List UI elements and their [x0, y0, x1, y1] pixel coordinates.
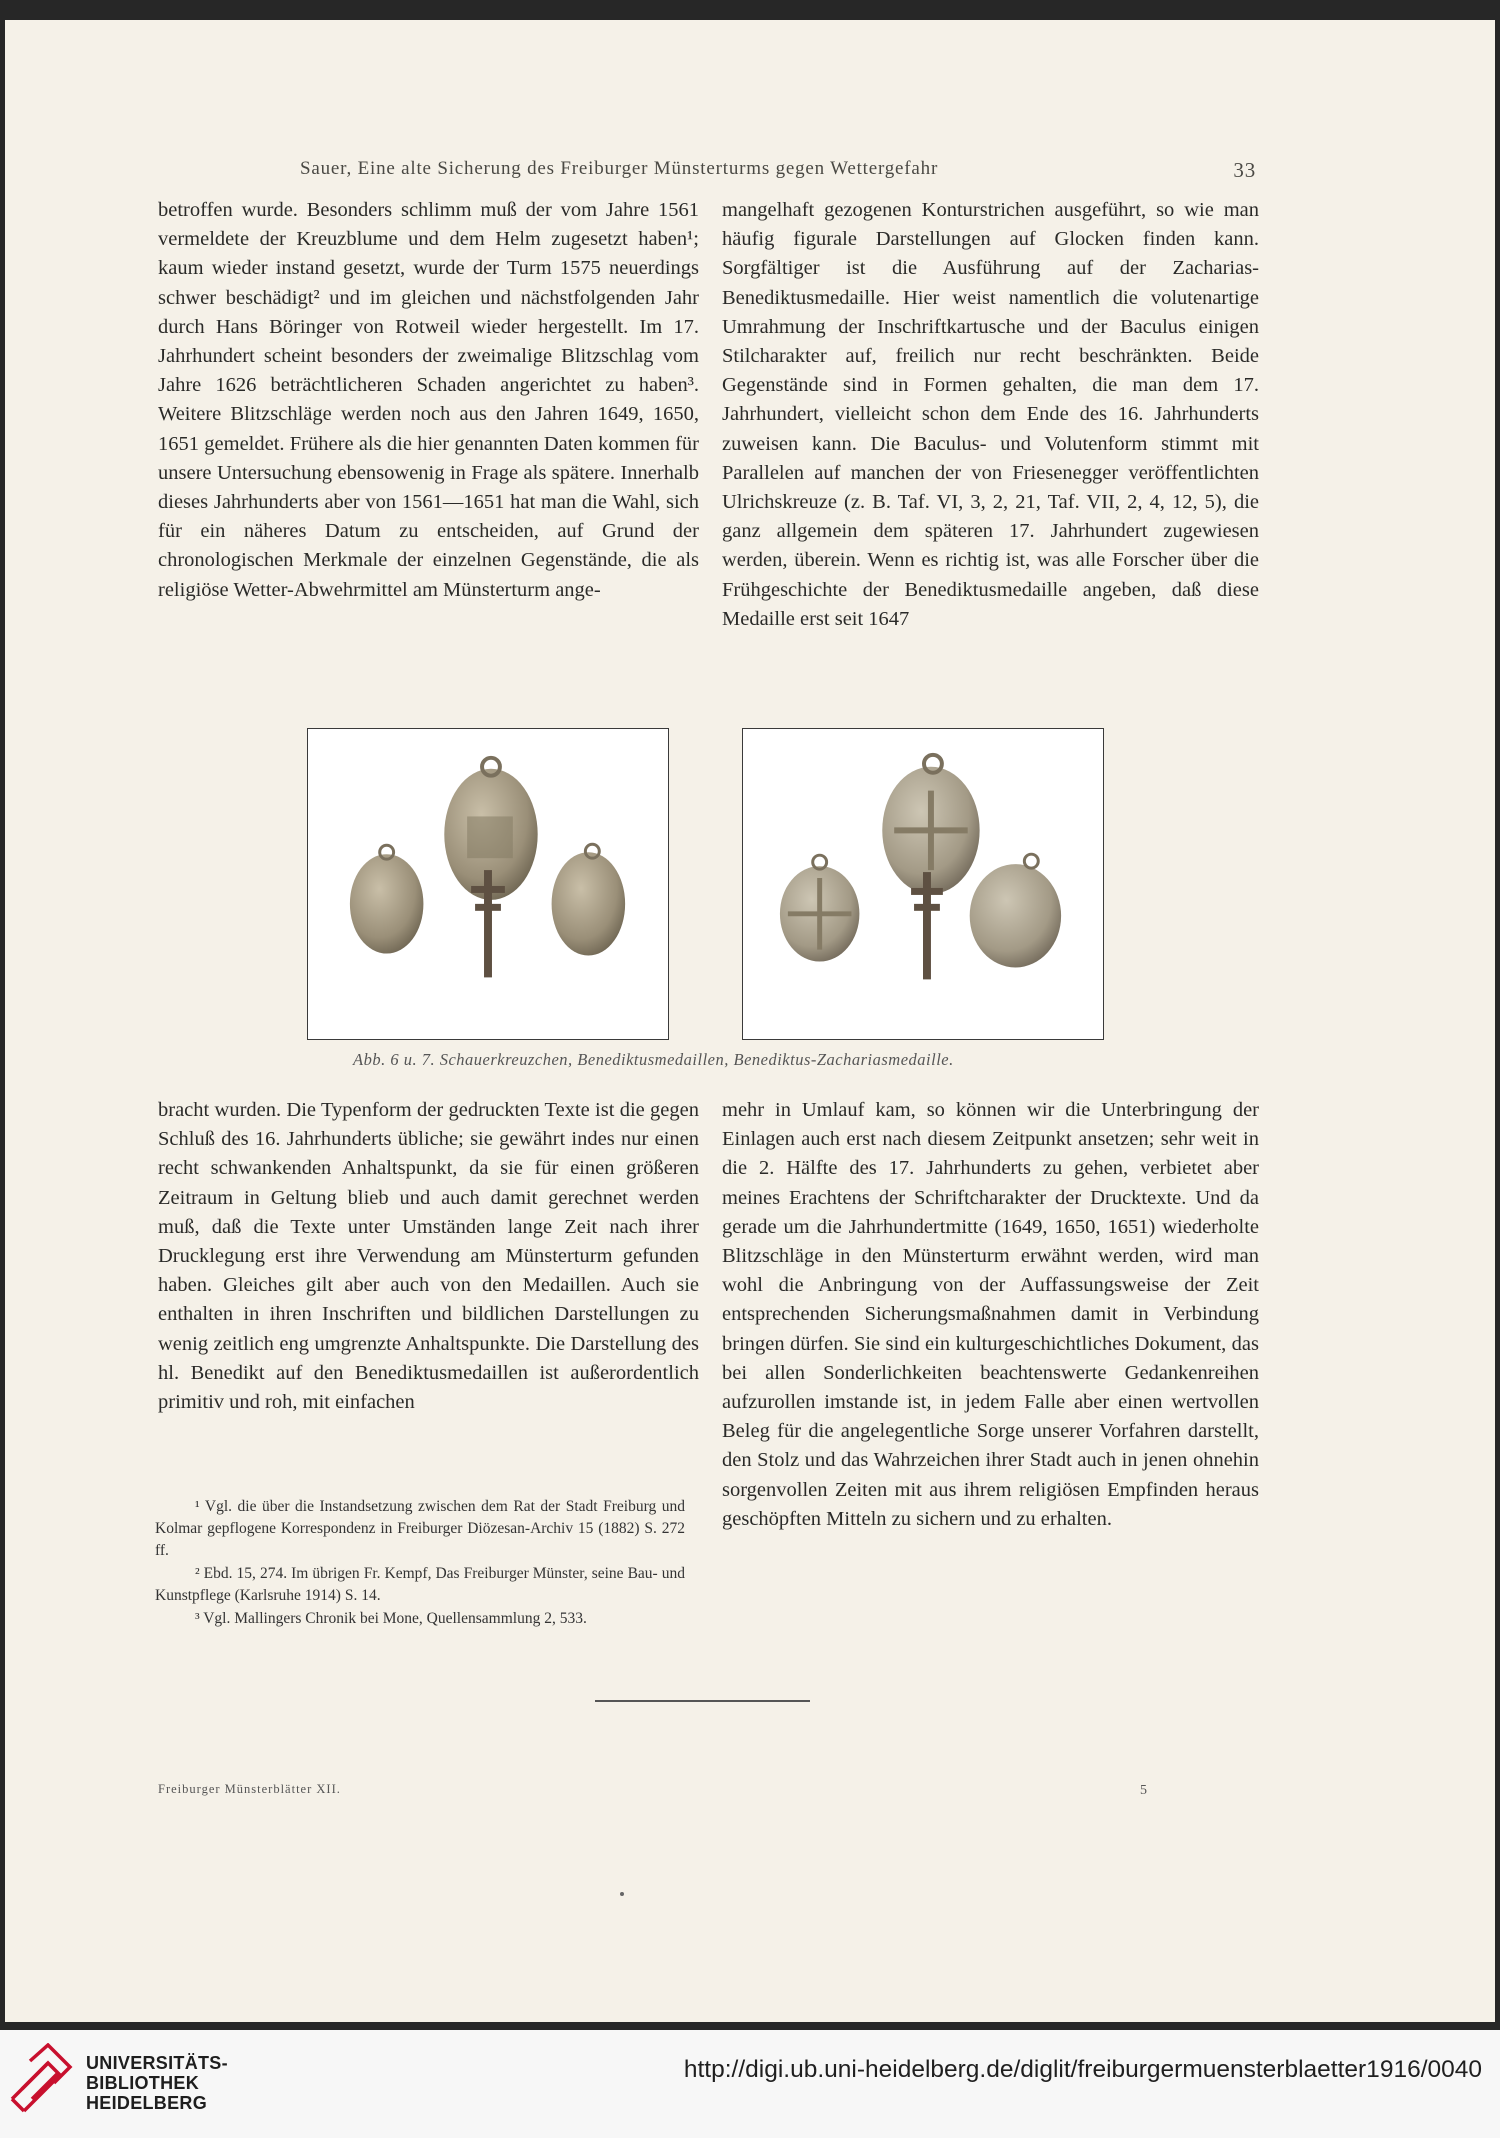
figure-6-photo: [307, 728, 669, 1040]
speck: [620, 1892, 624, 1896]
journal-footer: Freiburger Münsterblätter XII.: [158, 1782, 341, 1796]
text-column-lower-left: [158, 1096, 699, 1417]
library-line-2: BIBLIOTHEK: [86, 2073, 199, 2093]
footnotes: [155, 1496, 685, 1631]
signature-mark: 5: [1140, 1783, 1147, 1798]
medal-right: [970, 864, 1061, 967]
figure-7-photo: [742, 728, 1104, 1040]
cross-icon: [911, 872, 943, 979]
paragraph: mangelhaft gezogenen Konturstrichen ausgeführt, so wie man häufig figurale Darstellungen auf Glocken finden kann. Sorgfältiger ist die Ausführung auf der Zacharias-Benediktusmedaille. Hier weist namentlich die volutenartige Umrahmung der Inschriftkartusche und der Baculus einigen Stilcharakter auf, freilich nur recht beschränkten. Beide Gegenstände sind in Formen gehalten, die man dem 17. Jahrhundert, vielleicht schon dem Ende des 16. Jahrhunderts zuweisen kann. Die Baculus- und Volutenform stimmt mit Parallelen auf manchen der von Friesenegger veröffentlichten Ulrichskreuze (z. B. Taf. VI, 3, 2, 21, Taf. VII, 2, 4, 12, 5), die ganz allgemein dem späteren 17. Jahrhundert zugewiesen werden, überein. Wenn es richtig ist, was alle Forscher über die Frühgeschichte der Benediktusmedaille angeben, daß diese Medaille erst seit 1647: [722, 199, 1259, 630]
paragraph: mehr in Umlauf kam, so können wir die Unterbringung der Einlagen auch erst nach diesem Zeitpunkt ansetzen; sehr weit in die 2. Hälfte des 17. Jahrhunderts zu gehen, verbietet aber meines Erachtens der Schriftcharakter der Drucktexte. Und da gerade um die Jahrhundertmitte (1649, 1650, 1651) wiederholte Blitzschläge in den Münsterturm erwähnt werden, wird man wohl die Anbringung von der Auffassungsweise der Zeit entsprechenden Sicherungsmaßnahmen damit in Verbindung bringen dürfen. Sie sind ein kulturgeschichtliches Dokument, das bei allen Sonderlichkeiten beachtenswerte Gedankenreihen aufzurollen imstande ist, in jedem Falle aber einen wertvollen Beleg für die angelegentliche Sorge unserer Vorfahren darstellt, den Stolz und das Wahrzeichen ihrer Stadt auch in jenen ohnehin sorgenvollen Zeiten mit aus ihrem religiösen Empfinden heraus geschöpften Mitteln zu sichern und zu erhalten.: [722, 1099, 1259, 1530]
library-name: [86, 2053, 228, 2113]
figure-caption: Abb. 6 u. 7. Schauerkreuzchen, Benediktusmedaillen, Benediktus-Zachariasmedaille.: [353, 1050, 954, 1069]
page-number: 33: [1233, 158, 1256, 182]
cross-icon: [471, 870, 505, 977]
library-line-3: HEIDELBERG: [86, 2093, 208, 2113]
running-title: Sauer, Eine alte Sicherung des Freiburger Münsterturms gegen Wettergefahr: [300, 158, 939, 179]
text-column-upper-right: [722, 196, 1259, 634]
library-line-1: UNIVERSITÄTS-: [86, 2053, 228, 2073]
medal-left: [350, 854, 424, 953]
medal-loop: [1024, 854, 1038, 868]
text-column-lower-right: [722, 1096, 1259, 1534]
medal-photo-left: [308, 729, 668, 1039]
medal-figure: [467, 816, 513, 858]
footnote-2: ² Ebd. 15, 274. Im übrigen Fr. Kempf, Das Freiburger Münster, seine Bau- und Kunstpflege (Karlsruhe 1914) S. 14.: [155, 1565, 685, 1604]
permalink-url[interactable]: http://digi.ub.uni-heidelberg.de/diglit/freiburgermuensterblaetter1916/0040: [683, 2056, 1482, 2083]
medal-photo-right: [743, 729, 1103, 1039]
closing-rule: [595, 1700, 810, 1702]
paragraph: bracht wurden. Die Typenform der gedruckten Texte ist die gegen Schluß des 16. Jahrhunderts übliche; sie gewährt indes nur einen recht schwankenden Anhaltspunkt, da sie für einen größeren Zeitraum in Geltung blieb und auch damit gerechnet werden muß, daß die Texte unter Umständen lange Zeit nach ihrer Drucklegung erst ihre Verwendung am Münsterturm gefunden haben. Gleiches gilt aber auch von den Medaillen. Auch sie enthalten in ihren Inschriften und bildlichen Darstellungen zu wenig zeitlich eng umgrenzte Anhaltspunkte. Die Darstellung des hl. Benedikt auf den Benediktusmedaillen ist außerordentlich primitiv und roh, mit einfachen: [158, 1099, 699, 1414]
library-logo-icon: [8, 2043, 74, 2115]
medal-right: [552, 852, 626, 955]
footnote-3: ³ Vgl. Mallingers Chronik bei Mone, Quellensammlung 2, 533.: [195, 1610, 587, 1627]
running-header: [300, 158, 1300, 180]
footnote-1: ¹ Vgl. die über die Instandsetzung zwischen dem Rat der Stadt Freiburg und Kolmar gepflogene Korrespondenz in Freiburger Diözesan-Archiv 15 (1882) S. 272 ff.: [155, 1498, 685, 1559]
paragraph: betroffen wurde. Besonders schlimm muß der vom Jahre 1561 vermeldete der Kreuzblume und dem Helm zugesetzt haben¹; kaum wieder instand gesetzt, wurde der Turm 1575 neuerdings schwer beschädigt² und im gleichen und nächstfolgenden Jahr durch Hans Böringer von Rotweil wieder hergestellt. Im 17. Jahrhundert scheint besonders der zweimalige Blitzschlag vom Jahre 1626 beträchtlicheren Schaden angerichtet zu haben³. Weitere Blitzschläge werden noch aus den Jahren 1649, 1650, 1651 gemeldet. Frühere als die hier genannten Daten kommen für unsere Untersuchung ebensowenig in Frage als spätere. Innerhalb dieses Jahrhunderts aber von 1561—1651 hat man die Wahl, sich für ein näheres Datum zu entscheiden, auf Grund der chronologischen Merkmale der einzelnen Gegenstände, die als religiöse Wetter-Abwehrmittel am Münsterturm ange-: [158, 199, 699, 601]
text-column-upper-left: [158, 196, 699, 605]
